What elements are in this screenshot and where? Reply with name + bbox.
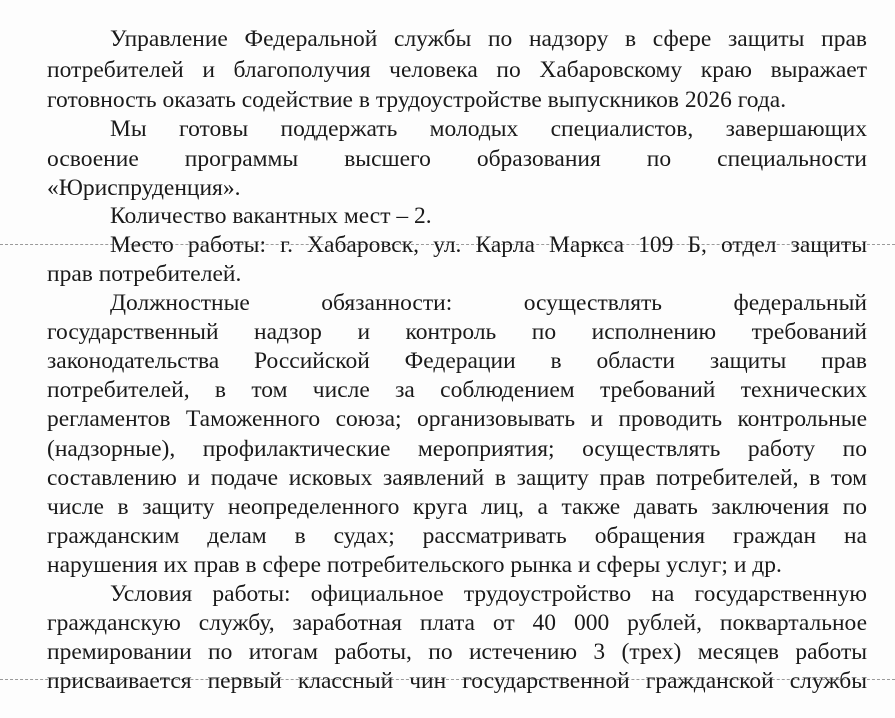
paragraph-line: составлению и подаче исковых заявлений в защиту прав потребителей, в том: [47, 465, 867, 491]
paragraph-line: государственный надзор и контроль по исполнению требований: [47, 319, 867, 345]
paragraph-line: Условия работы: официальное трудоустройство на государственную: [110, 581, 867, 607]
paragraph-line: присваивается первый классный чин государственной гражданской службы: [47, 668, 867, 694]
paragraph-line: освоение программы высшего образования по специальности: [47, 146, 867, 172]
paragraph-line: гражданскую службу, заработная плата от 40 000 рублей, поквартальное: [47, 610, 867, 636]
paragraph-line: готовность оказать содействие в трудоустройстве выпускников 2026 года.: [47, 87, 787, 113]
paragraph-line: законодательства Российской Федерации в области защиты прав: [47, 348, 867, 374]
paragraph-line: Управление Федеральной службы по надзору в сфере защиты прав: [110, 26, 867, 52]
paragraph-line: регламентов Таможенного союза; организовывать и проводить контрольные: [47, 406, 867, 432]
paragraph-line: числе в защиту неопределенного круга лиц, а также давать заключения по: [47, 494, 867, 520]
paragraph-line: Место работы: г. Хабаровск, ул. Карла Маркса 109 Б, отдел защиты: [110, 232, 867, 258]
paragraph-line: «Юриспруденция».: [47, 175, 241, 201]
paragraph-line: потребителей и благополучия человека по Хабаровскому краю выражает: [47, 57, 867, 83]
paragraph-line: прав потребителей.: [47, 261, 242, 287]
paragraph-line: потребителей, в том числе за соблюдением требований технических: [47, 377, 867, 403]
paragraph-line: Мы готовы поддержать молодых специалистов, завершающих: [110, 116, 867, 142]
paragraph-line: Должностные обязанности: осуществлять федеральный: [110, 290, 867, 316]
paragraph-line: Количество вакантных мест – 2.: [110, 203, 432, 229]
paragraph-line: гражданским делам в судах; рассматривать обращения граждан на: [47, 523, 867, 549]
paragraph-line: (надзорные), профилактические мероприятия; осуществлять работу по: [47, 436, 867, 462]
paragraph-line: нарушения их прав в сфере потребительского рынка и сферы услуг; и др.: [47, 552, 782, 578]
paragraph-line: премировании по итогам работы, по истечению 3 (трех) месяцев работы: [47, 639, 867, 665]
